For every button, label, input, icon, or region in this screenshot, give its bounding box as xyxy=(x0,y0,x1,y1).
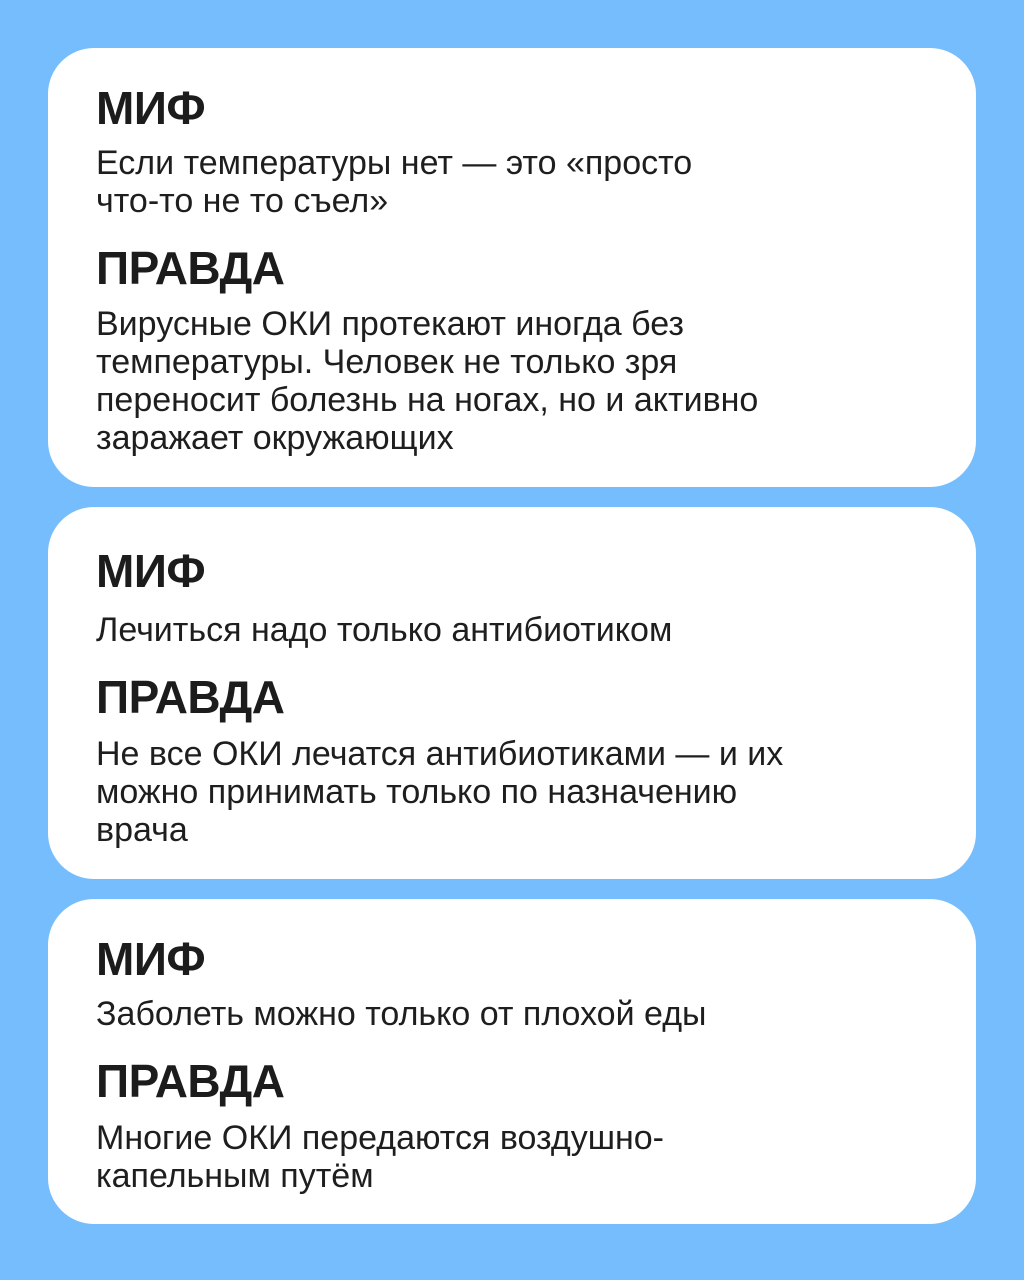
myth-card-3 xyxy=(48,899,976,1224)
truth-text-line: заражает окружающих xyxy=(96,419,454,457)
truth-text-line: Не все ОКИ лечатся антибиотиками — и их xyxy=(96,735,784,773)
truth-text-line: Вирусные ОКИ протекают иногда без xyxy=(96,305,684,343)
myth-card-2 xyxy=(48,507,976,879)
myth-heading: МИФ xyxy=(96,82,206,134)
myth-text-line: Лечиться надо только антибиотиком xyxy=(96,611,673,649)
truth-text-line: можно принимать только по назначению xyxy=(96,773,738,811)
truth-text-line: температуры. Человек не только зря xyxy=(96,343,678,381)
myth-text-line: что-то не то съел» xyxy=(96,182,389,220)
truth-text-line: капельным путём xyxy=(96,1157,374,1195)
truth-text-line: Многие ОКИ передаются воздушно- xyxy=(96,1119,665,1157)
truth-text xyxy=(96,1119,936,1195)
myth-card-1 xyxy=(48,48,976,487)
myth-text xyxy=(96,995,936,1033)
myth-heading: МИФ xyxy=(96,933,206,985)
truth-text xyxy=(96,735,936,849)
myth-text-line: Если температуры нет — это «просто xyxy=(96,144,693,182)
truth-text-line: врача xyxy=(96,811,188,849)
myth-heading: МИФ xyxy=(96,545,206,597)
truth-text-line: переносит болезнь на ногах, но и активно xyxy=(96,381,759,419)
myth-text-line: Заболеть можно только от плохой еды xyxy=(96,995,707,1033)
truth-heading: ПРАВДА xyxy=(96,242,285,294)
truth-heading: ПРАВДА xyxy=(96,671,285,723)
myth-text xyxy=(96,611,936,649)
truth-text xyxy=(96,305,936,457)
myth-text xyxy=(96,144,936,220)
truth-heading: ПРАВДА xyxy=(96,1055,285,1107)
